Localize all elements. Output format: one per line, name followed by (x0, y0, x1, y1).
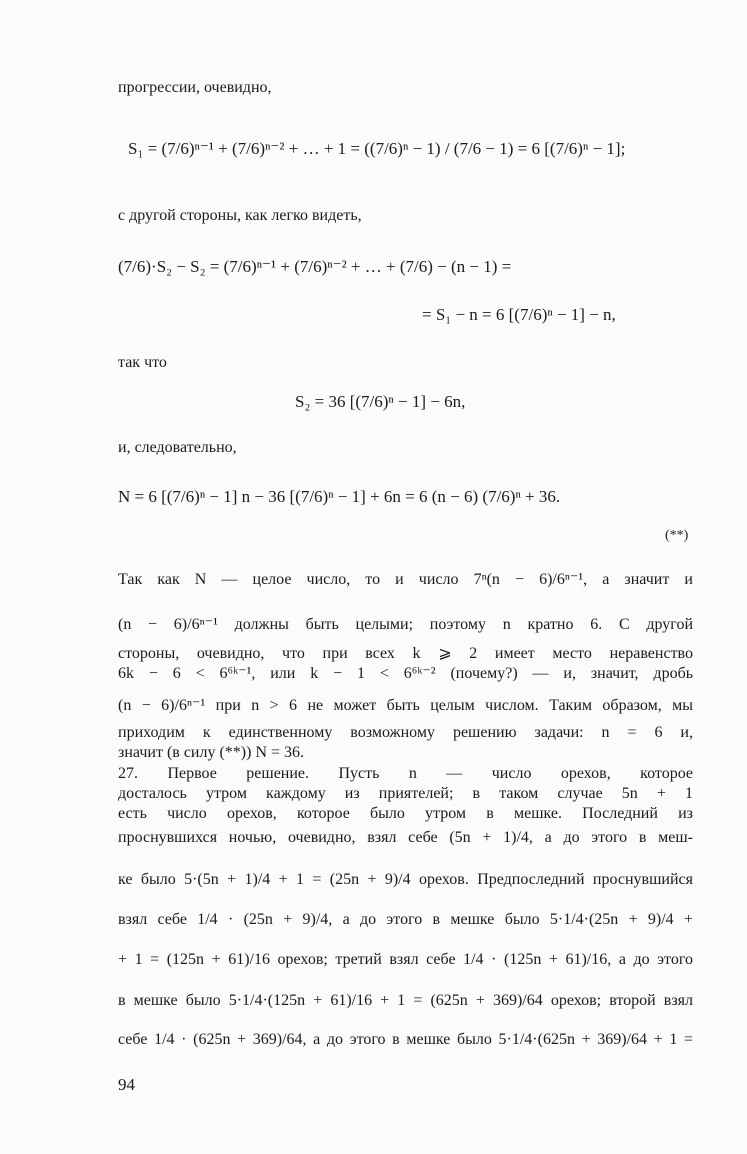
problem-27-line: взял себе 1/4 · (25n + 9)/4, а до этого в мешке было 5·1/4·(25n + 9)/4 + (118, 911, 693, 928)
paragraph-line: значит (в силу (**)) N = 36. (118, 744, 305, 761)
therefore-text: и, следовательно, (118, 439, 237, 456)
paragraph-line: 6k − 6 < 6⁶ᵏ⁻¹, или k − 1 < 6⁶ᵏ⁻² (почему?) — и, значит, дробь (118, 665, 693, 682)
problem-27-line: досталось утром каждому из приятелей; в таком случае 5n + 1 (118, 785, 693, 802)
paragraph-line: приходим к единственному возможному решению задачи: n = 6 и, (118, 724, 693, 741)
page-number: 94 (118, 1075, 135, 1094)
paragraph-line: стороны, очевидно, что при всех k ⩾ 2 имеет место неравенство (118, 645, 693, 662)
problem-27-line: себе 1/4 · (625n + 369)/64, а до этого в мешке было 5·1/4·(625n + 369)/64 + 1 = (118, 1031, 693, 1048)
problem-27-line: 27. Первое решение. Пусть n — число орехов, которое (118, 765, 693, 782)
equation-s2-line1: (7/6)·S₂ − S₂ = (7/6)ⁿ⁻¹ + (7/6)ⁿ⁻² + … + (7/6) − (n − 1) = (118, 257, 512, 276)
equation-s2-line2: = S₁ − n = 6 [(7/6)ⁿ − 1] − n, (422, 305, 616, 324)
paragraph-line: (n − 6)/6ⁿ⁻¹ при n > 6 не может быть целым числом. Таким образом, мы (118, 697, 693, 714)
paragraph-line: (n − 6)/6ⁿ⁻¹ должны быть целыми; поэтому n кратно 6. С другой (118, 616, 693, 633)
problem-27-line: есть число орехов, которое было утром в мешке. Последний из (118, 805, 693, 822)
problem-27-line: в мешке было 5·1/4·(125n + 61)/16 + 1 = (625n + 369)/64 орехов; второй взял (118, 992, 693, 1009)
equation-tag: (**) (665, 528, 689, 543)
paragraph-line: Так как N — целое число, то и число 7ⁿ(n − 6)/6ⁿ⁻¹, а значит и (118, 571, 693, 588)
other-side-text: с другой стороны, как легко видеть, (118, 207, 362, 224)
equation-s2-result: S₂ = 36 [(7/6)ⁿ − 1] − 6n, (295, 392, 466, 411)
equation-n: N = 6 [(7/6)ⁿ − 1] n − 36 [(7/6)ⁿ − 1] + 6n = 6 (n − 6) (7/6)ⁿ + 36. (118, 487, 561, 506)
problem-27-line: ке было 5·(5n + 1)/4 + 1 = (25n + 9)/4 орехов. Предпоследний проснувшийся (118, 871, 693, 888)
so-that-text: так что (118, 354, 167, 371)
problem-27-line: проснувшихся ночью, очевидно, взял себе (5n + 1)/4, а до этого в меш- (118, 829, 693, 846)
problem-27-line: + 1 = (125n + 61)/16 орехов; третий взял себе 1/4 · (125n + 61)/16, а до этого (118, 951, 693, 968)
intro-text: прогрессии, очевидно, (118, 79, 272, 96)
equation-s1: S₁ = (7/6)ⁿ⁻¹ + (7/6)ⁿ⁻² + … + 1 = ((7/6)ⁿ − 1) / (7/6 − 1) = 6 [(7/6)ⁿ − 1]; (128, 139, 626, 158)
